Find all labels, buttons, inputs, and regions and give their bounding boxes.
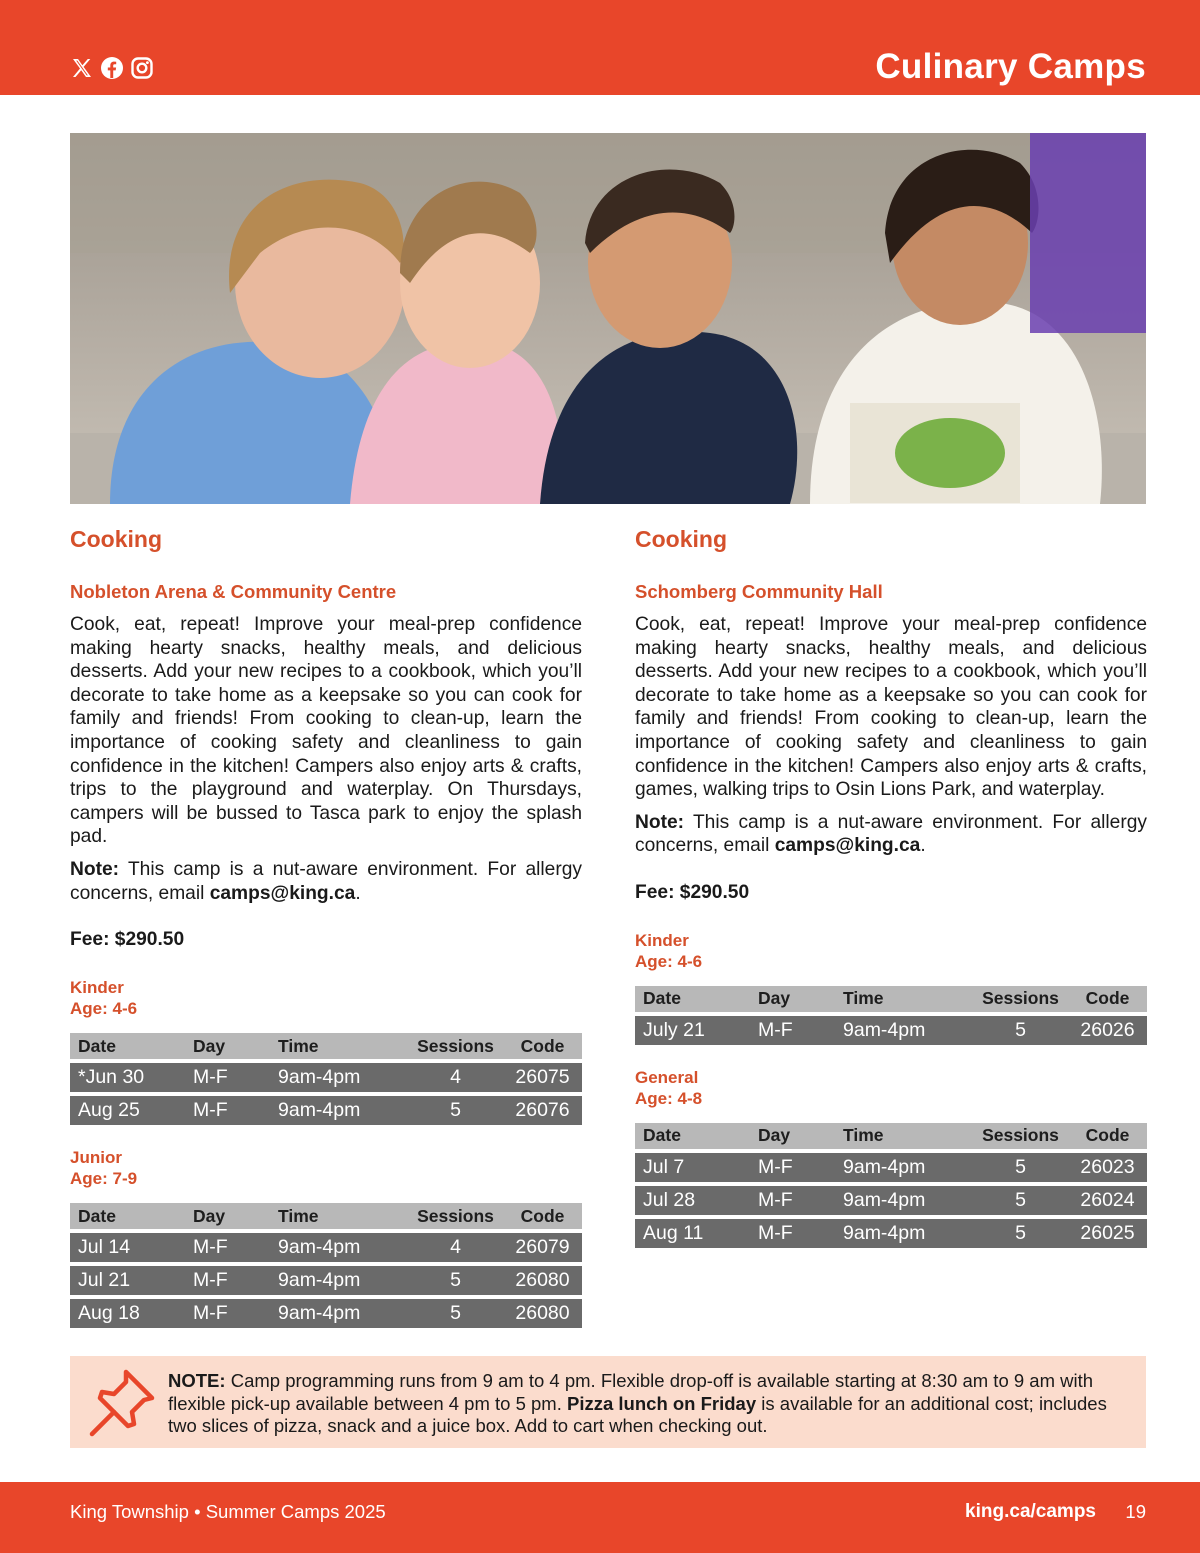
schedule-table xyxy=(70,1029,582,1129)
cell-date: Jul 14 xyxy=(70,1233,185,1262)
column-header-day: Day xyxy=(750,1123,835,1149)
column-header-code: Code xyxy=(1068,986,1147,1012)
group-name: Kinder xyxy=(635,930,689,950)
column-header-day: Day xyxy=(750,986,835,1012)
page-footer xyxy=(0,1482,1200,1553)
cell-date: *Jun 30 xyxy=(70,1063,185,1092)
cell-code: 26080 xyxy=(503,1299,582,1328)
table-header-row xyxy=(635,986,1147,1012)
cell-date: Aug 25 xyxy=(70,1096,185,1125)
group-kinder xyxy=(70,977,582,1129)
facebook-icon[interactable] xyxy=(100,56,124,80)
column-header-sessions: Sessions xyxy=(408,1203,503,1229)
left-column xyxy=(70,526,582,1332)
cell-time: 9am-4pm xyxy=(270,1266,408,1295)
email-link[interactable]: camps@king.ca xyxy=(774,835,921,857)
cell-sessions: 5 xyxy=(973,1016,1068,1045)
cell-code: 26076 xyxy=(503,1096,582,1125)
table-row xyxy=(635,1186,1147,1215)
cell-date: Jul 28 xyxy=(635,1186,750,1215)
table-row xyxy=(635,1016,1147,1045)
cell-day: M-F xyxy=(750,1016,835,1045)
column-header-sessions: Sessions xyxy=(973,1123,1068,1149)
pushpin-icon xyxy=(84,1364,160,1440)
cell-time: 9am-4pm xyxy=(270,1096,408,1125)
page-number: 19 xyxy=(1125,1501,1146,1522)
table-row xyxy=(635,1153,1147,1182)
right-column xyxy=(635,526,1147,1252)
group-name: General xyxy=(635,1067,699,1087)
column-header-date: Date xyxy=(70,1203,185,1229)
cell-time: 9am-4pm xyxy=(835,1153,973,1182)
program-note-box xyxy=(70,1356,1146,1448)
x-icon[interactable] xyxy=(70,56,94,80)
column-header-date: Date xyxy=(70,1033,185,1059)
cell-date: Jul 7 xyxy=(635,1153,750,1182)
location-name: Schomberg Community Hall xyxy=(635,581,883,602)
cell-code: 26026 xyxy=(1068,1016,1147,1045)
group-junior xyxy=(70,1147,582,1332)
footer-publication: King Township • Summer Camps 2025 xyxy=(70,1501,386,1522)
table-header-row xyxy=(70,1033,582,1059)
location-name: Nobleton Arena & Community Centre xyxy=(70,581,397,602)
column-header-day: Day xyxy=(185,1203,270,1229)
cell-time: 9am-4pm xyxy=(835,1219,973,1248)
group-age: Age: 7-9 xyxy=(70,1169,138,1189)
cell-day: M-F xyxy=(185,1266,270,1295)
cell-sessions: 5 xyxy=(973,1186,1068,1215)
cell-sessions: 5 xyxy=(408,1266,503,1295)
table-row xyxy=(70,1299,582,1328)
cell-code: 26023 xyxy=(1068,1153,1147,1182)
cell-sessions: 5 xyxy=(973,1219,1068,1248)
schedule-table xyxy=(70,1199,582,1332)
group-name: Kinder xyxy=(70,978,124,998)
column-header-time: Time xyxy=(270,1203,408,1229)
email-link[interactable]: camps@king.ca xyxy=(209,882,356,904)
cell-code: 26079 xyxy=(503,1233,582,1262)
cell-sessions: 4 xyxy=(408,1063,503,1092)
cell-time: 9am-4pm xyxy=(835,1186,973,1215)
group-age: Age: 4-6 xyxy=(70,999,138,1019)
column-header-time: Time xyxy=(270,1033,408,1059)
cell-time: 9am-4pm xyxy=(835,1016,973,1045)
cell-day: M-F xyxy=(185,1096,270,1125)
cell-day: M-F xyxy=(185,1063,270,1092)
cell-code: 26025 xyxy=(1068,1219,1147,1248)
cell-code: 26075 xyxy=(503,1063,582,1092)
cell-time: 9am-4pm xyxy=(270,1299,408,1328)
social-links xyxy=(70,56,154,80)
cell-date: Aug 18 xyxy=(70,1299,185,1328)
footer-url[interactable]: king.ca/camps xyxy=(965,1501,1096,1522)
cell-sessions: 5 xyxy=(408,1299,503,1328)
camp-description: Cook, eat, repeat! Improve your meal-prep confidence making hearty snacks, healthy meals, and delicious desserts. Add your new recipes to a cookbook, which you’ll decorate to take home as a keepsake so you can cook for family and friends! From cooking to clean-up, learn the importance of cooking safety and cleanliness to gain confidence in the kitchen! Campers also enjoy arts & crafts, trips to the playground and waterplay. On Thursdays, campers will be bussed to Tasca park to enjoy the splash pad. xyxy=(70,614,582,848)
cell-day: M-F xyxy=(750,1186,835,1215)
allergy-note: Note: This camp is a nut-aware environment. For allergy concerns, email camps@king.ca. xyxy=(635,811,1147,857)
group-age: Age: 4-8 xyxy=(635,1088,703,1108)
instagram-icon[interactable] xyxy=(130,56,154,80)
cell-time: 9am-4pm xyxy=(270,1063,408,1092)
table-row xyxy=(635,1219,1147,1248)
cell-sessions: 5 xyxy=(408,1096,503,1125)
cell-date: Aug 11 xyxy=(635,1219,750,1248)
group-general xyxy=(635,1067,1147,1252)
cell-date: Jul 21 xyxy=(70,1266,185,1295)
cell-sessions: 4 xyxy=(408,1233,503,1262)
cell-date: July 21 xyxy=(635,1016,750,1045)
cell-code: 26080 xyxy=(503,1266,582,1295)
cell-time: 9am-4pm xyxy=(270,1233,408,1262)
cell-day: M-F xyxy=(185,1233,270,1262)
group-age: Age: 4-6 xyxy=(635,951,703,971)
column-header-code: Code xyxy=(503,1033,582,1059)
column-header-code: Code xyxy=(1068,1123,1147,1149)
cell-sessions: 5 xyxy=(973,1153,1068,1182)
table-row xyxy=(70,1266,582,1295)
table-row xyxy=(70,1096,582,1125)
fee: Fee: $290.50 xyxy=(635,881,750,903)
column-header-day: Day xyxy=(185,1033,270,1059)
page-header xyxy=(0,0,1200,95)
column-header-sessions: Sessions xyxy=(973,986,1068,1012)
column-header-code: Code xyxy=(503,1203,582,1229)
group-kinder xyxy=(635,930,1147,1049)
column-header-date: Date xyxy=(635,1123,750,1149)
group-name: Junior xyxy=(70,1148,122,1168)
program-note-text: NOTE: Camp programming runs from 9 am to 4 pm. Flexible drop-off is available starting at 8:30 am to 9 am with flexible pick-up available between 4 pm to 5 pm. Pizza lunch on Friday is available for an additional cost; includes two slices of pizza, snack and a juice box. Add to cart when checking out. xyxy=(168,1370,1107,1436)
page-title: Culinary Camps xyxy=(875,47,1146,86)
table-header-row xyxy=(635,1123,1147,1149)
fee: Fee: $290.50 xyxy=(70,929,185,951)
camp-photo xyxy=(70,133,1146,504)
column-header-time: Time xyxy=(835,986,973,1012)
cell-day: M-F xyxy=(185,1299,270,1328)
camp-description: Cook, eat, repeat! Improve your meal-prep confidence making hearty snacks, healthy meals, and delicious desserts. Add your new recipes to a cookbook, which you’ll decorate to take home as a keepsake so you can cook for family and friends! From cooking to clean-up, learn the importance of cooking safety and cleanliness to gain confidence in the kitchen! Campers also enjoy arts & crafts, games, walking trips to Osin Lions Park, and waterplay. xyxy=(635,614,1147,801)
schedule-table xyxy=(635,982,1147,1049)
column-header-date: Date xyxy=(635,986,750,1012)
section-title: Cooking xyxy=(70,526,162,552)
table-row xyxy=(70,1233,582,1262)
column-header-time: Time xyxy=(835,1123,973,1149)
table-header-row xyxy=(70,1203,582,1229)
table-row xyxy=(70,1063,582,1092)
cell-day: M-F xyxy=(750,1153,835,1182)
section-title: Cooking xyxy=(635,526,727,552)
cell-code: 26024 xyxy=(1068,1186,1147,1215)
schedule-table xyxy=(635,1119,1147,1252)
allergy-note: Note: This camp is a nut-aware environment. For allergy concerns, email camps@king.ca. xyxy=(70,858,582,904)
cell-day: M-F xyxy=(750,1219,835,1248)
column-header-sessions: Sessions xyxy=(408,1033,503,1059)
